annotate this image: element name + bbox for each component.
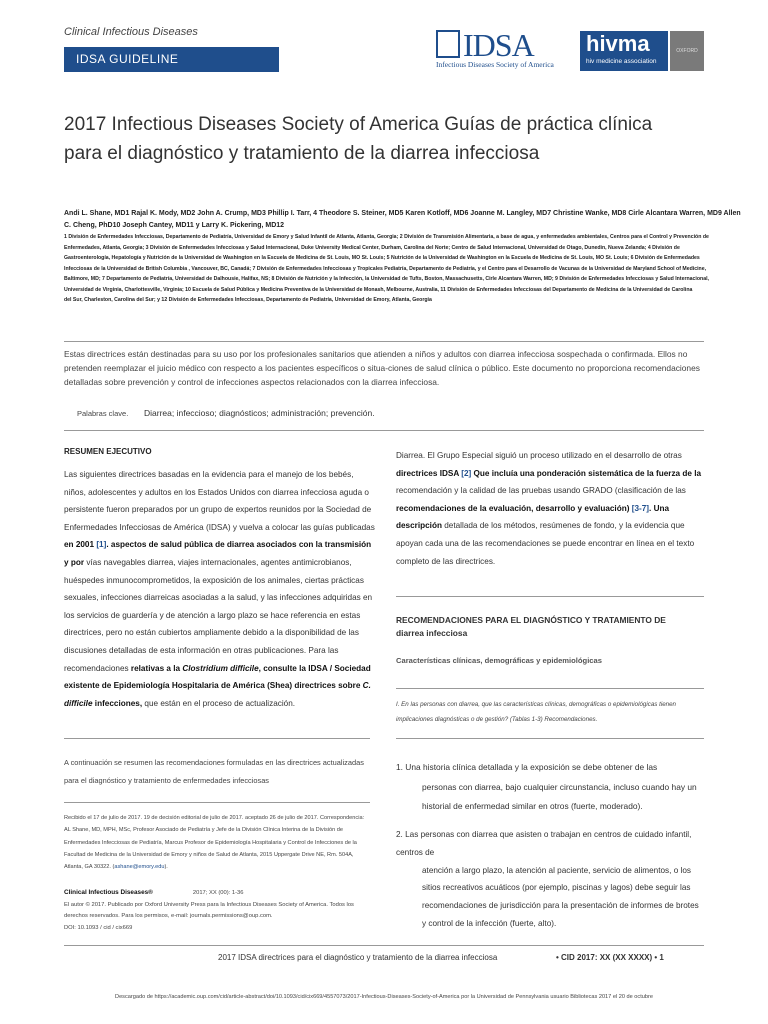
paragraph: que están en el proceso de actualización. — [144, 698, 296, 708]
text: infecciones, — [92, 698, 143, 708]
affiliation-line: Baltimore, MD; 7 Departamento de Pediatría, Universidad de Dalhousie, Halifax, NS; 8 División de Nutrición y la Infección, la Universidad de Tufts, Boston, Massachusetts, Cirle Alcantara Warren, MD; 9 División de Enfermedades Infecciosas y Salud Internacional, — [64, 276, 709, 282]
running-title: 2017 IDSA directrices para el diagnóstico y tratamiento de la diarrea infecciosa — [218, 953, 498, 962]
text: . aspectos de salud pública de diarrea asociados con la transmisión y por — [64, 540, 372, 567]
received-note — [64, 812, 370, 873]
paragraph: Diarrea. El Grupo Especial siguió un proceso utilizado en el desarrollo de otras — [396, 451, 682, 460]
divider — [64, 945, 704, 946]
cite-journal: Clinical Infectious Diseases® — [64, 889, 153, 896]
citation-block — [64, 887, 370, 934]
journal-name: Clinical Infectious Diseases — [64, 26, 198, 38]
right-column-text — [396, 447, 704, 570]
affiliation-line: Enfermedades, Atlanta, Georgia; 3 División de Enfermedades Infecciosas y Salud Internacional, Duke University Medical Center, Durham, Carolina del Norte; Centro de Salud Internacional, Universidad de Otago, Dunedin, Nueva Zelanda; 4 División de — [64, 244, 680, 251]
paragraph: detallada de los métodos, resúmenes de fondo, y la evidencia que apoyan cada una de las recomendaciones se puede encontrar en línea en el texto completo de las directrices. — [396, 521, 695, 566]
affiliation-line: Universidad de Virginia, Charlottesville, Virginia; 10 Escuela de Salud Pública y Medicina Preventiva de la Universidad de Monash, Melbourne, Australia, 11 División de Enfermedades Infecciosas del Departamento de Medicina de la Universidad de Carolina — [64, 286, 693, 293]
download-note: Descargado de https://academic.oup.com/cid/article-abstract/doi/10.1093/cid/cix669/4557073/2017-Infectious-Diseases-Society-of-America por la Universidad de Pennsylvania usuario Bibliotecas 2017 el 20 de octubre — [115, 994, 653, 1000]
hivma-logo — [580, 31, 668, 71]
text: en 2001 — [64, 540, 97, 550]
paragraph: Las siguientes directrices basadas en la evidencia para el manejo de los bebés, niños, adolescentes y adultos en los Estados Unidos con diarrea infecciosa aguda o persistente fueron preparados por un grupo de expertos reunidos por la Sociedad de Enfermedades Infecciosas de América (IDSA) y vuelva a colocar las guías publicadas — [64, 470, 375, 532]
idsa-logo-subtitle: Infectious Diseases Society of America — [436, 60, 554, 69]
affiliation-line: 1 División de Enfermedades Infecciosas, Departamento de Pediatría, Universidad de Emory y Salud Infantil de Atlanta, Atlanta, Georgia; 2 División de Transmisión Alimentaria, a base de agua, y enfermedades ambientales, Centros para el Control y Prevención de — [64, 234, 709, 240]
recommendation-body: atención a largo plazo, la atención al paciente, servicio de alimentos, o los sitios recreativos acuáticos (por ejemplo, piscinas y lagos) debe seguir las recomendaciones de jurisdicción para la presentación de informes de brotes y control de la infección (fuerte, alto). — [422, 865, 699, 928]
authors-line-1: Andi L. Shane, MD1 Rajal K. Mody, MD2 John A. Crump, MD3 Phillip I. Tarr, 4 Theodore S. Steiner, MD5 Karen Kotloff, MD6 Joanne M. Langley, MD7 Christine Wanke, MD8 Cirle Alcantara Warren, MD9 Allen — [64, 210, 741, 217]
text: C. difficile — [64, 681, 371, 708]
title-line-1: 2017 Infectious Diseases Society of America Guías de práctica clínica — [64, 114, 653, 135]
idsa-emblem-icon — [436, 30, 460, 58]
divider — [64, 341, 704, 342]
text: relativas a la — [130, 663, 183, 673]
article-title — [64, 110, 704, 168]
authors — [64, 208, 754, 232]
hivma-logo-subtitle: hiv medicine association — [586, 58, 657, 65]
paragraph: vías navegables diarrea, viajes internacionales, agentes antimicrobianos, huéspedes inmunocomprometidos, la exposición de los animales, ciertas prácticas sexuales, infecciones diarreicas asociadas a la salud, y las infecciones adquiridas en los servicios de guardería y de atención a largo plazo se hace referencia en estas directrices, pero no están cubiertos ampliamente debido a la disponibilidad de las discusiones detalladas de esta información en otras publicaciones. Para las recomendaciones — [64, 557, 373, 673]
cite-rights: derechos reservados. Para los permisos, e-mail: journals.permissions@oup.com. — [64, 913, 273, 920]
section-heading-recommendations: RECOMENDACIONES PARA EL DIAGNÓSTICO Y TRATAMIENTO DE diarrea infecciosa — [396, 615, 666, 638]
divider — [396, 738, 704, 739]
text: . Una descripción — [396, 503, 670, 531]
text: Que incluía una ponderación sistemática de la fuerza de la — [471, 468, 702, 478]
recommendation-first-line: 2. Las personas con diarrea que asisten o trabajan en centros de cuidado infantil, centros de — [396, 830, 692, 857]
page-reference: • CID 2017: XX (XX XXXX) • 1 — [556, 953, 664, 962]
oxford-logo: OXFORD — [670, 31, 704, 71]
authors-line-2: C. Cheng, PhD10 Joseph Cantey, MD11 y Larry K. Pickering, MD12 — [64, 222, 285, 229]
text: Clostridium difficile — [182, 663, 259, 673]
summary-intro: A continuación se resumen las recomendaciones formuladas en las directrices actualizadas para el diagnóstico y tratamiento de enfermedades infecciosas — [64, 758, 364, 785]
text: directrices IDSA — [396, 468, 462, 478]
paragraph: recomendación y la calidad de las pruebas usando GRADO (clasificación de las — [396, 486, 686, 496]
section-heading-summary: RESUMEN EJECUTIVO — [64, 447, 152, 456]
affiliation-line: Infecciosas de la Universidad de British Columbia , Vancouver, BC, Canadá; 7 División de Enfermedades Infecciosas y Tropicales Pediatría, Departamento de Pediatría, y el Centro para el Desarrollo de Vacunas de la Universidad de Maryland School of Medicine, — [64, 265, 707, 272]
divider — [396, 596, 704, 597]
question: I. En las personas con diarrea, que las características clínicas, demográficas o epidemiológicas tienen implicaciones diagnósticas o de gestión? (Tablas 1-3) Recomendaciones. — [396, 701, 676, 723]
recommendation-body: personas con diarrea, bajo cualquier circunstancia, incluso cuando hay un historial de enfermedad similar en otros (fuerte, moderado). — [422, 781, 697, 812]
reference-link[interactable]: [2] — [461, 468, 472, 478]
reference-link[interactable]: [1] — [96, 540, 107, 550]
text: , consulte la IDSA / Sociedad existente de Epidemiología Hospitalaria de América (Shea) directrices sobre — [64, 663, 371, 691]
abstract: Estas directrices están destinadas para su uso por los profesionales sanitarios que atienden a niños y adultos con diarrea infecciosa sospechada o confirmada. Ellos no pretenden reemplazar el juicio médico con respecto a los pacientes específicos o situa-ciones de salud clínica o público. Este documento no proporciona recomendaciones detalladas sobre prevención y control de infecciones aspectos relacionados con la diarrea infecciosa. — [64, 349, 700, 387]
email-link[interactable]: ashane@emory.edu — [114, 864, 165, 871]
recommendation-first-line: 1. Una historia clínica detallada y la exposición se debe obtener de las — [396, 762, 658, 772]
keywords-label: Palabras clave. — [77, 409, 129, 418]
recommendation-2 — [396, 826, 704, 933]
cite-copyright: El autor © 2017. Publicado por Oxford University Press para la Infectious Diseases Society of America. Todos los — [64, 901, 354, 908]
divider — [64, 430, 704, 431]
guideline-badge: IDSA GUIDELINE — [64, 47, 279, 72]
reference-link[interactable]: [3-7] — [631, 503, 650, 513]
divider — [396, 688, 704, 689]
text: recomendaciones de la evaluación, desarrollo y evaluación) — [396, 503, 632, 513]
hivma-logo-text: hivma — [586, 31, 650, 56]
idsa-logo-text: IDSA — [463, 27, 534, 63]
keywords: Diarrea; infeccioso; diagnósticos; administración; prevención. — [144, 408, 375, 418]
left-column-text — [64, 466, 376, 712]
cite-volume: 2017; XX (00): 1-36 — [192, 890, 244, 896]
subsection-heading: Características clínicas, demográficas y epidemiológicas — [396, 656, 602, 665]
affiliation-line: del Sur, Charleston, Carolina del Sur; y 12 División de Enfermedades Infecciosas, Departamento de Pediatría, Universidad de Emory, Atlanta, Georgia — [64, 297, 432, 303]
idsa-logo — [436, 27, 576, 72]
title-line-2: para el diagnóstico y tratamiento de la diarrea infecciosa — [64, 143, 540, 164]
received-text: Recibido el 17 de julio de 2017. 19 de decisión editorial de julio de 2017. aceptado 26 de julio de 2017. Correspondencia: AL Shane, MD, MPH, MSc, Profesor Asociado de Pediatría y Jefe de la División Clínica Interina de la División de Enfermedades Infecciosas de Pediatría, Marcus Profesor de Epidemiología Hospitalaria y Control de Infecciones de la Facultad de Medicina de la Universidad de Emory y niños de Salud de Atlanta, 2015 Uppergate Drive NE, Rm. 504A, Atlanta, GA 30322. ( — [64, 815, 365, 871]
cite-doi: DOI: 10.1093 / cid / cix669 — [64, 924, 133, 931]
received-tail: ). — [164, 864, 168, 871]
divider — [64, 802, 370, 803]
divider — [64, 738, 370, 739]
affiliation-line: Gastroenterología, Hepatología y Nutrición de la Universidad de Washington en la Escuela de Medicina de St. Louis, MO St. Louis; 5 Nutrición de la Universidad de Washington en la Escuela de Medicina de St. Louis, MO St. Louis; 6 División de Enfermedades — [64, 255, 700, 261]
recommendation-1 — [396, 758, 704, 817]
affiliations — [64, 232, 754, 306]
